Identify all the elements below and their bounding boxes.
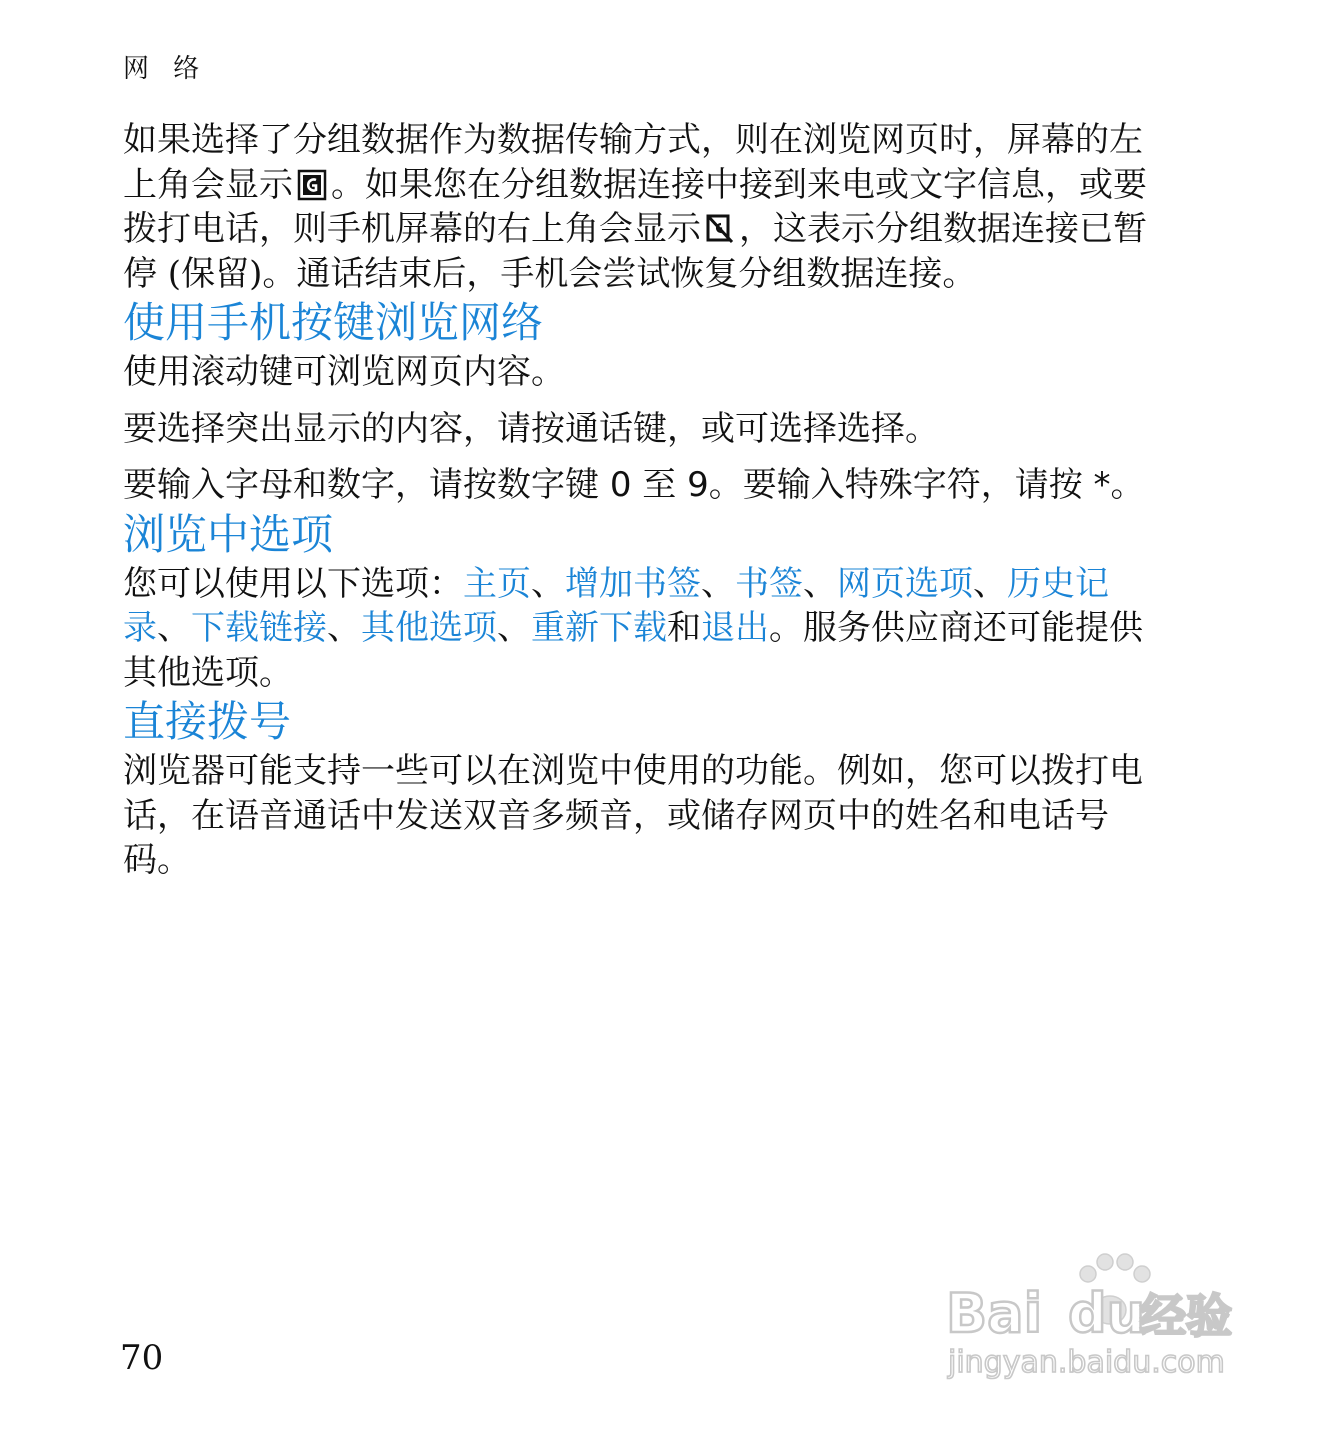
option-history: 历史记录 [123,563,1109,648]
sep: 、 [803,563,837,604]
page-content [123,118,1153,883]
packet-data-held-icon [705,212,735,246]
sep: 、 [157,608,191,648]
baidu-jingyan-watermark [940,1240,1260,1390]
packet-data-G-icon [297,168,327,202]
keys-p3-text-a: 要输入字母和数字，请按数字键 [123,465,610,505]
options-tail: 。服务供应商还可能提供其他选项。 [123,608,1143,693]
option-exit: 退出 [701,608,769,648]
options-lead: 您可以使用以下选项： [123,563,463,604]
key-9-label: 9 [687,465,709,505]
intro-paragraph [123,118,1153,296]
heading-direct-dial: 直接拨号 [123,697,292,746]
direct-dial-paragraph: 浏览器可能支持一些可以在浏览中使用的功能。例如，您可以拨打电话，在语音通话中发送双音多频音，或储存网页中的姓名和电话号码。 [123,751,1143,880]
intro-text-1: 如果选择了分组数据作为数据传输方式，则在浏览网页时，屏幕的左上角会显示 [123,120,1143,205]
sep: 、 [701,563,735,604]
sep: 、 [531,563,565,604]
keys-paragraph-2 [123,407,1153,452]
keys-p2-end: 。 [905,408,939,449]
watermark-bai-text: Bai [946,1282,1043,1345]
keys-paragraph-3 [123,463,1153,508]
select-option-label: 选择 [837,408,905,449]
sep: 、 [497,608,531,648]
option-download-links: 下载链接 [191,608,327,648]
heading-keys-browsing: 使用手机按键浏览网络 [123,298,544,347]
keys-p3-text-c: 。要输入特殊字符，请按 [708,465,1094,505]
option-other-options: 其他选项 [361,608,497,648]
intro-text-2: 。如果您在分组数据连接中接到来电或文字信息，或要拨打电话，则手机屏幕的右上角会显示 [123,164,1147,249]
keys-paragraph-1: 使用滚动键可浏览网页内容。 [123,352,565,392]
conjunction-and: 和 [667,608,701,648]
watermark-du-text: du [1068,1282,1146,1345]
key-star-label: * [1093,465,1111,505]
watermark-jingyan-text: 经验 [1140,1289,1232,1343]
watermark-url-text: jingyan.baidu.com [948,1345,1225,1380]
running-header: 网 络 [123,54,208,84]
keys-p3-end: 。 [1110,465,1145,505]
option-add-bookmark: 增加书签 [565,563,701,604]
keys-p2-text: 要选择突出显示的内容，请按通话键，或可选择 [123,408,837,449]
sep: 、 [327,608,361,648]
option-page-options: 网页选项 [837,563,973,604]
options-paragraph [123,562,1153,696]
heading-browsing-options: 浏览中选项 [123,509,334,559]
keys-p3-text-b: 至 [631,465,688,505]
option-bookmarks: 书签 [735,563,803,604]
page-number: 70 [120,1338,164,1378]
option-home: 主页 [463,563,531,604]
key-0-label: 0 [609,465,632,505]
option-reload: 重新下载 [531,608,667,648]
sep: 、 [973,563,1007,604]
intro-text-3: ，这表示分组数据连接已暂停 (保留)。通话结束后，手机会尝试恢复分组数据连接。 [123,209,1147,294]
